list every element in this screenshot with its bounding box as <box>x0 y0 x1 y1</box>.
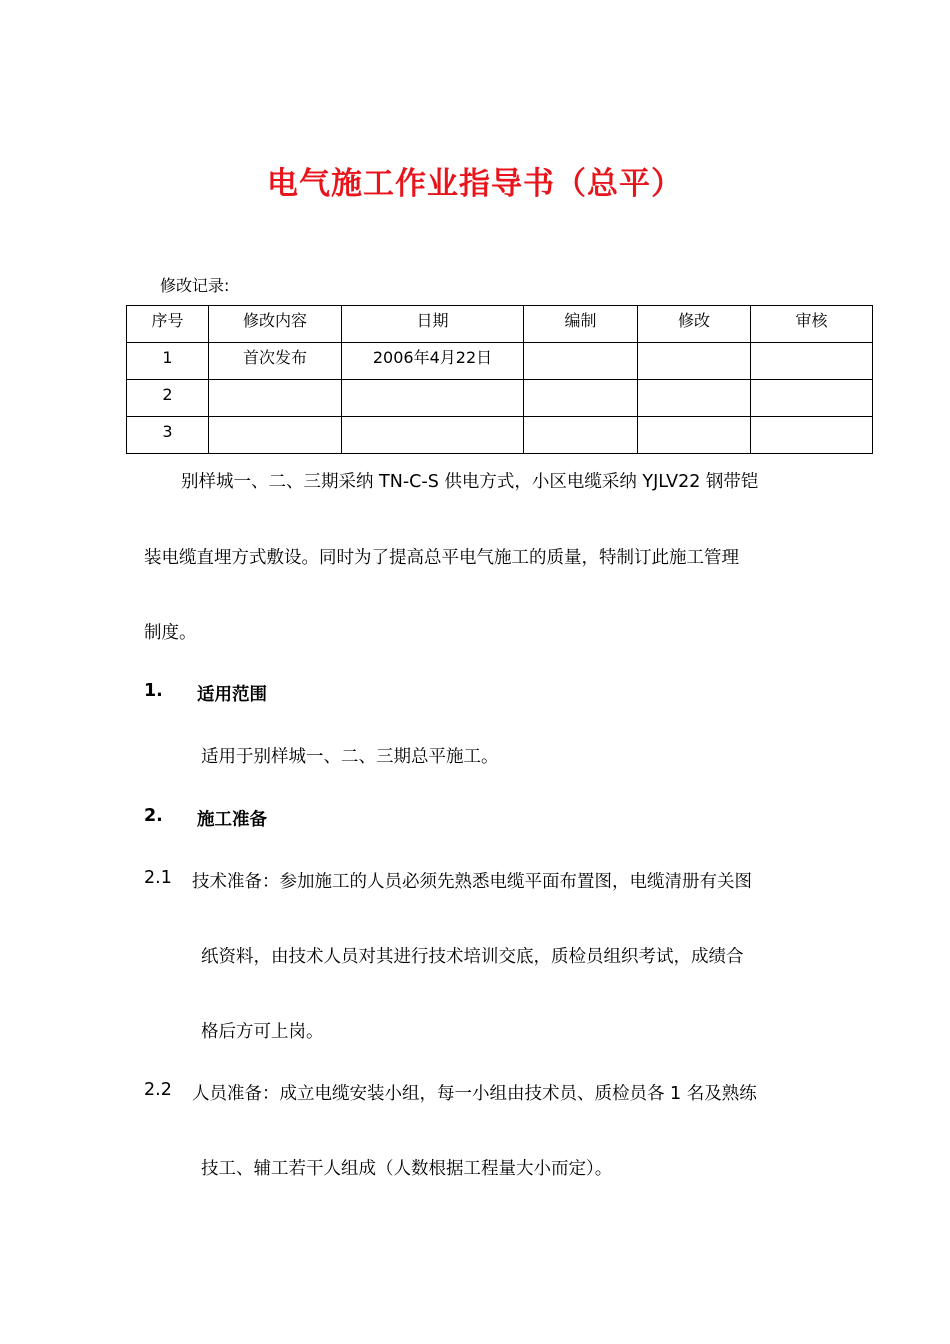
table-cell <box>751 380 873 417</box>
table-cell <box>638 343 751 380</box>
table-cell: 2006年4月22日 <box>342 343 524 380</box>
table-cell <box>638 380 751 417</box>
table-cell <box>524 417 638 454</box>
table-row <box>127 380 873 417</box>
section-1-heading: 适用范围 <box>197 685 267 705</box>
table-row <box>127 417 873 454</box>
item-2-1-line-1: 技术准备：参加施工的人员必须先熟悉电缆平面布置图，电缆清册有关图 <box>192 872 752 892</box>
table-cell: 3 <box>127 417 209 454</box>
table-cell <box>751 417 873 454</box>
header-cell: 序号 <box>127 306 209 343</box>
item-2-2-line-1: 人员准备：成立电缆安装小组，每一小组由技术员、质检员各 1 名及熟练 <box>192 1084 757 1104</box>
revision-table <box>126 305 873 454</box>
intro-line-2: 装电缆直埋方式敷设。同时为了提高总平电气施工的质量，特制订此施工管理 <box>144 548 739 568</box>
section-1-body: 适用于别样城一、二、三期总平施工。 <box>201 747 499 767</box>
intro-line-3: 制度。 <box>144 623 197 643</box>
table-cell <box>524 380 638 417</box>
document-title: 电气施工作业指导书（总平） <box>267 166 683 202</box>
table-cell <box>638 417 751 454</box>
section-1-number: 1. <box>144 681 163 701</box>
header-cell: 日期 <box>342 306 524 343</box>
revision-label: 修改记录: <box>160 276 230 295</box>
table-cell <box>209 417 342 454</box>
section-2-number: 2. <box>144 806 163 826</box>
item-2-1-number: 2.1 <box>144 868 172 888</box>
intro-line-1: 别样城一、二、三期采纳 TN-C-S 供电方式，小区电缆采纳 YJLV22 钢带铠 <box>181 472 759 492</box>
header-cell: 修改内容 <box>209 306 342 343</box>
table-cell <box>342 417 524 454</box>
table-cell: 首次发布 <box>209 343 342 380</box>
header-cell: 修改 <box>638 306 751 343</box>
table-cell: 2 <box>127 380 209 417</box>
item-2-1-line-3: 格后方可上岗。 <box>201 1022 324 1042</box>
table-cell: 1 <box>127 343 209 380</box>
section-2-heading: 施工准备 <box>197 810 267 830</box>
table-header-row <box>127 306 873 343</box>
table-cell <box>209 380 342 417</box>
header-cell: 编制 <box>524 306 638 343</box>
table-cell <box>524 343 638 380</box>
table-cell <box>342 380 524 417</box>
table-row <box>127 343 873 380</box>
item-2-2-number: 2.2 <box>144 1080 172 1100</box>
item-2-2-line-2: 技工、辅工若干人组成（人数根据工程量大小而定）。 <box>201 1159 613 1179</box>
header-cell: 审核 <box>751 306 873 343</box>
item-2-1-line-2: 纸资料，由技术人员对其进行技术培训交底，质检员组织考试，成绩合 <box>201 947 744 967</box>
table-cell <box>751 343 873 380</box>
